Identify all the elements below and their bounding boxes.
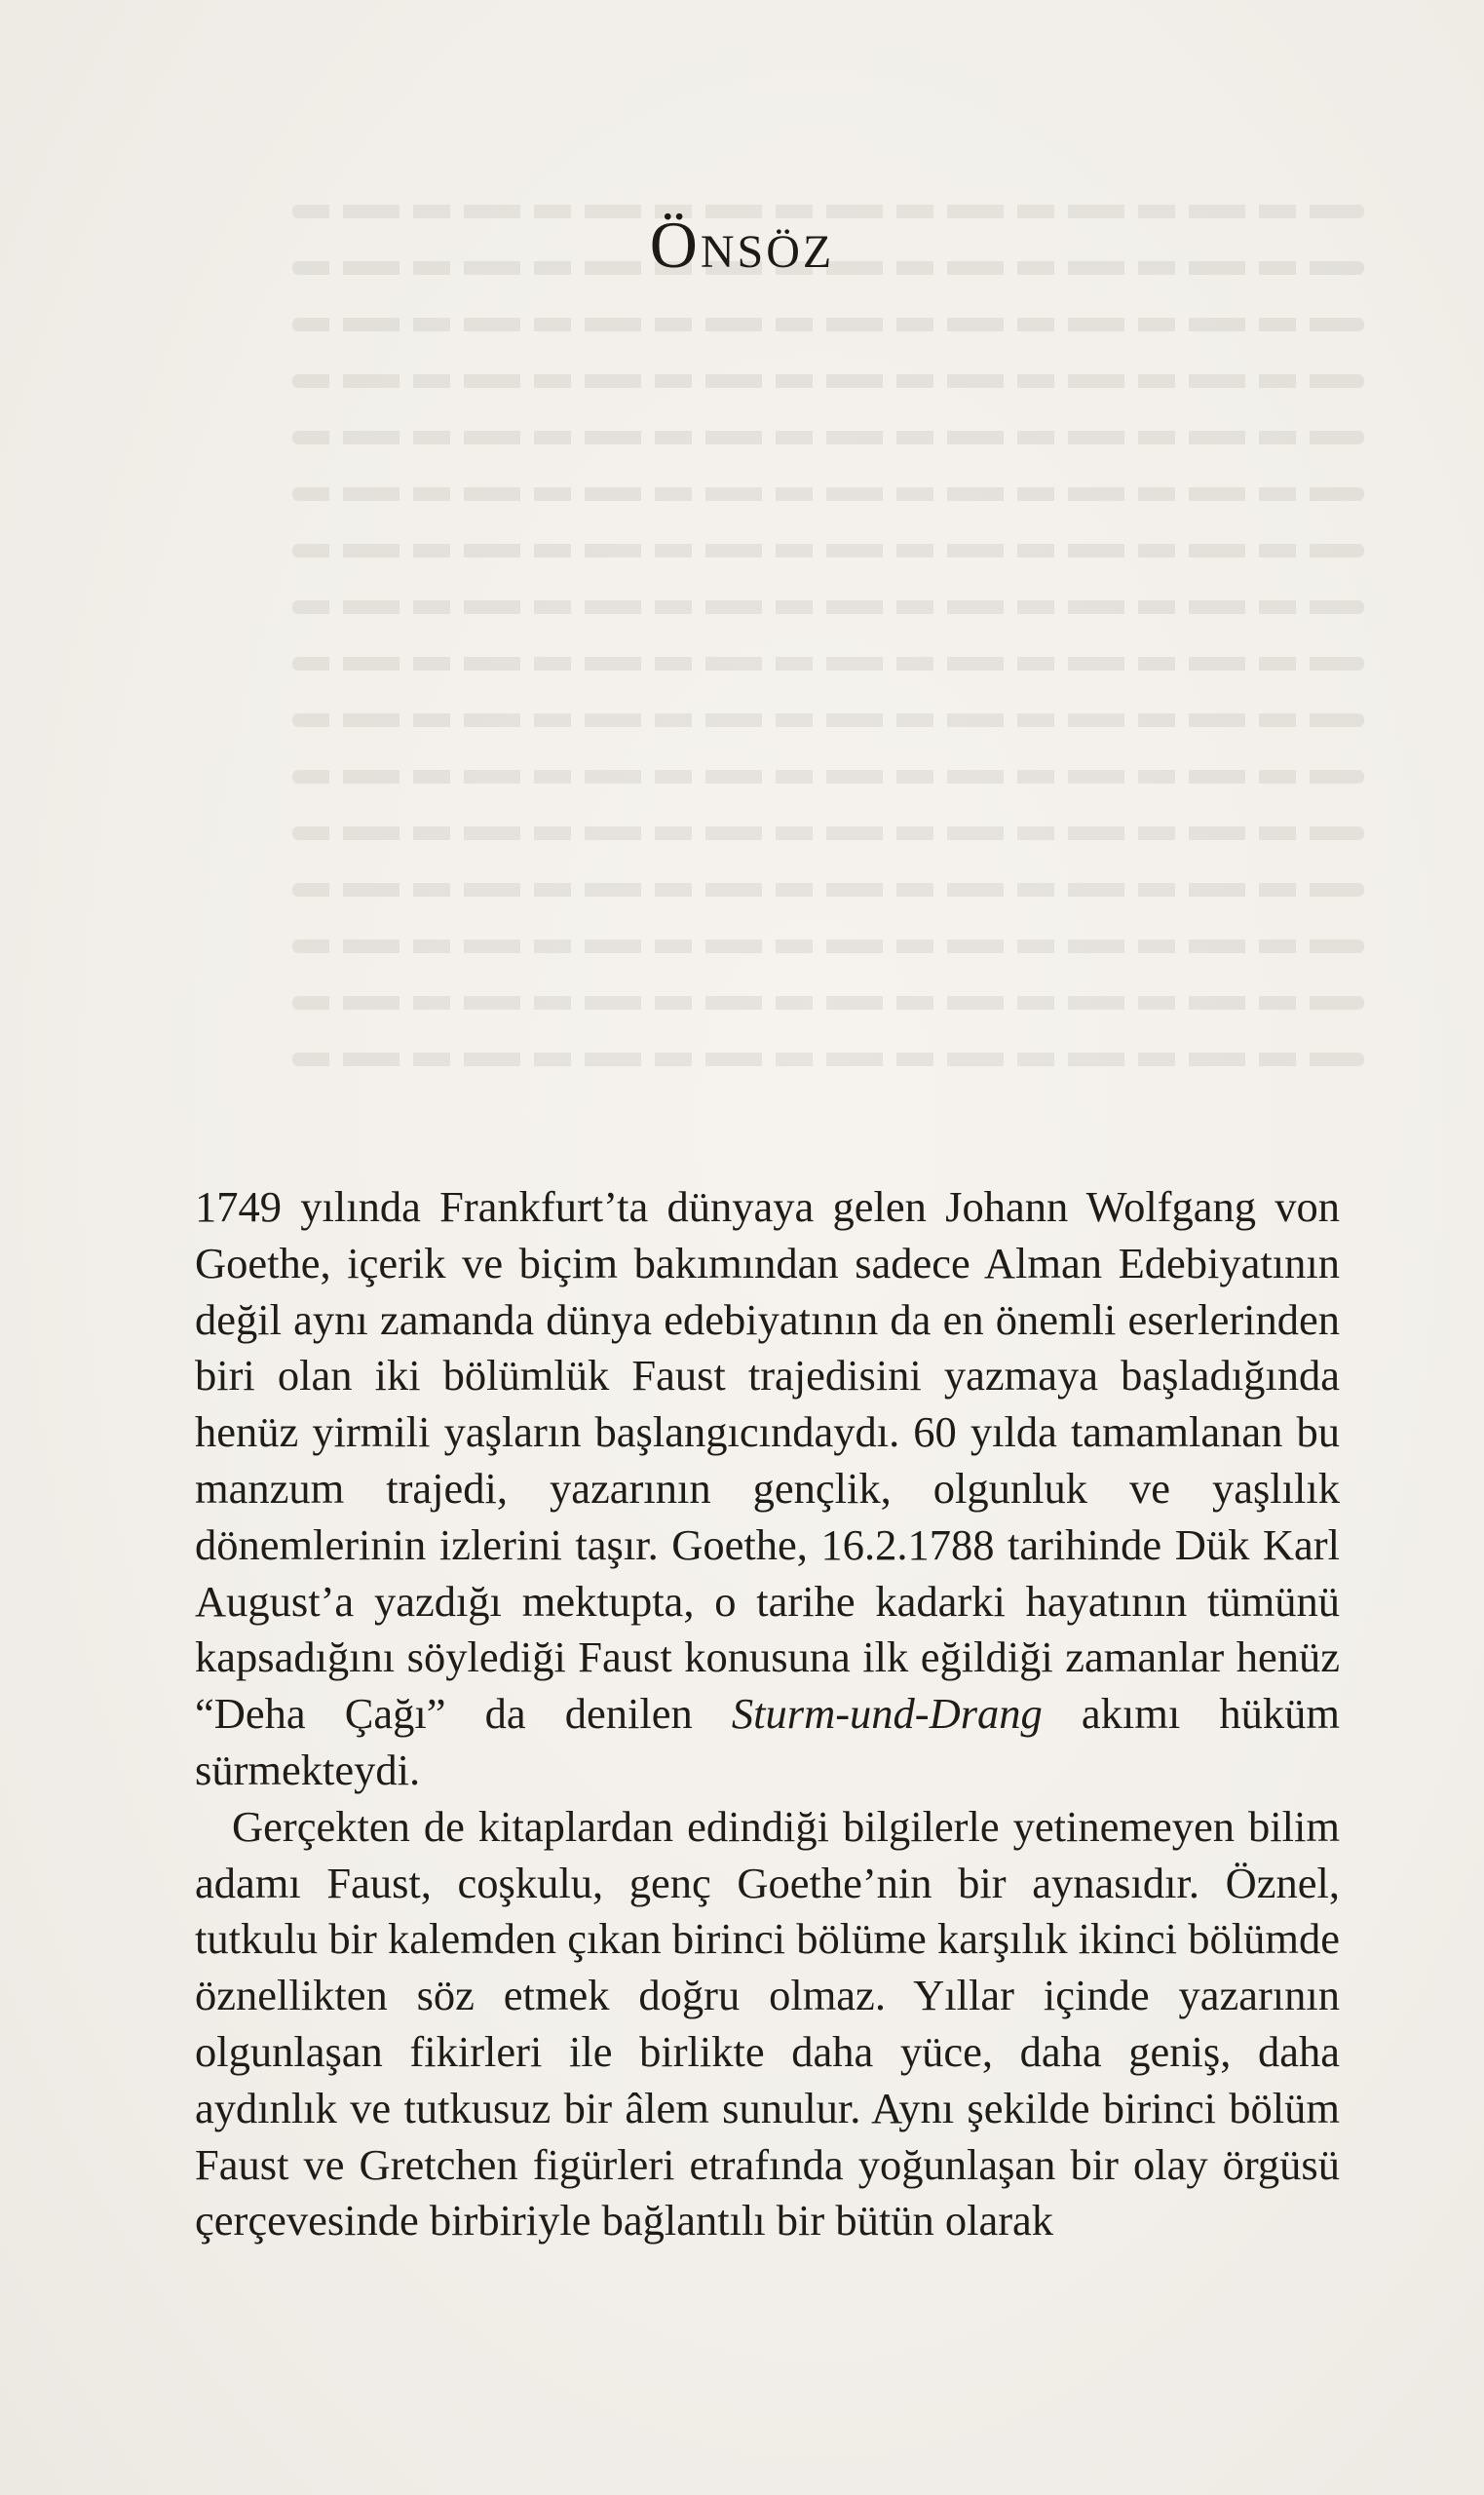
paragraph-1-text: 1749 yılında Frankfurt’ta dünyaya gelen Johann Wolfgang von Goethe, içerik ve biçim bakımından sadece Alman Edebiyatının değil aynı zamanda dünya edebiyatının da en önemli eserlerinden biri olan iki bölümlük Faust trajedisini yazmaya başladığında henüz yirmili yaşların başlangıcındaydı. 60 yılda tamamlanan bu manzum trajedi, yazarının gençlik, olgunluk ve yaşlılık dönemlerinin izlerini taşır. Goethe, 16.2.1788 tarihinde Dük Karl August’a yazdığı mektupta, o tarihe kadarki hayatının tümünü kapsadığını söylediği Faust konusuna ilk eğildiği zamanlar henüz “Deha Çağı” da denilen (195, 1182, 1340, 1739)
paragraph-1-text-end: akımı hüküm sürmekteydi. (195, 1689, 1340, 1794)
paragraph-1 (195, 1179, 1340, 1799)
page-title (0, 207, 1484, 284)
paragraph-1-italic-term: Sturm-und-Drang (731, 1689, 1043, 1739)
body-text (195, 1179, 1340, 2249)
paragraph-2 (195, 1799, 1340, 2249)
paragraph-2-text: Gerçekten de kitaplardan edindiği bilgilerle yetinemeyen bilim adamı Faust, coşkulu, genç Goethe’nin bir aynasıdır. Öznel, tutkulu bir kalemden çıkan birinci bölüme karşılık ikinci bölümde öznellikten söz etmek doğru olmaz. Yıllar içinde yazarının olgunlaşan fikirleri ile birlikte daha yüce, daha geniş, daha aydınlık ve tutkusuz bir âlem sunulur. Aynı şekilde birinci bölüm Faust ve Gretchen figürleri etrafında yoğunlaşan bir olay örgüsü çerçevesinde birbiriyle bağlantılı bir bütün olarak (195, 1801, 1340, 2246)
show-through-texture (292, 205, 1364, 1179)
page-title-text: Önsöz (649, 208, 835, 282)
